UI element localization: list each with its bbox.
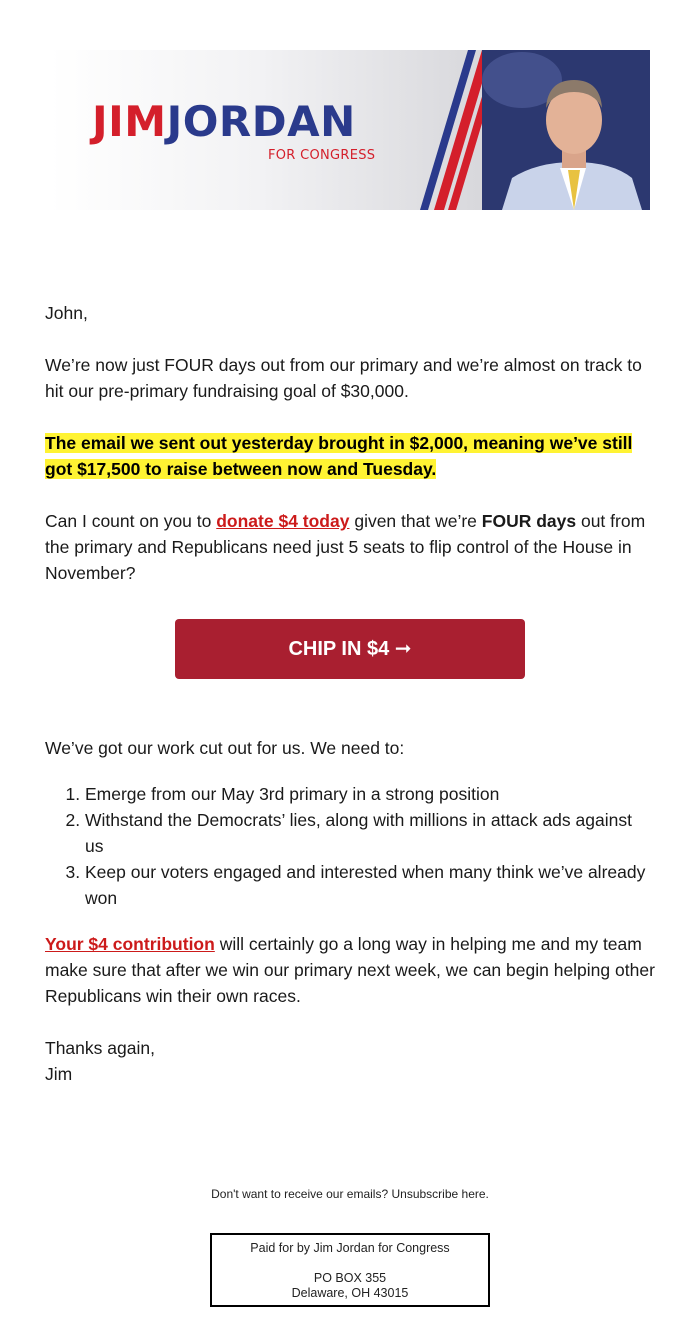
contribution-text: will certainly go a long way in helping me and my team make sure that after we win our primary next week, we can begin helping other Republicans win their own races. bbox=[45, 934, 655, 1006]
address-line-2: Delaware, OH 43015 bbox=[291, 1286, 409, 1300]
task-list bbox=[45, 781, 655, 911]
ask-text-mid: given that we’re bbox=[349, 511, 482, 531]
signoff-name: Jim bbox=[45, 1064, 73, 1084]
paragraph-contribution bbox=[45, 931, 655, 1009]
logo-subtitle: FOR CONGRESS bbox=[268, 148, 376, 163]
header-banner bbox=[50, 50, 650, 210]
paragraph-intro: We’re now just FOUR days out from our primary and we’re almost on track to hit our pre-primary fundraising goal of $30,000. bbox=[45, 355, 642, 401]
campaign-logo bbox=[92, 97, 376, 163]
email-body bbox=[45, 300, 655, 586]
paragraph-ask bbox=[45, 508, 655, 586]
contribution-link[interactable]: Your $4 contribution bbox=[45, 934, 215, 954]
logo-last-name: JORDAN bbox=[166, 97, 356, 146]
chip-in-button[interactable]: CHIP IN $4 ➞ bbox=[175, 619, 525, 679]
paragraph-work: We’ve got our work cut out for us. We need to: bbox=[45, 738, 405, 758]
highlight-paragraph bbox=[45, 430, 655, 482]
paid-for-line: Paid for by Jim Jordan for Congress bbox=[250, 1241, 450, 1255]
list-item: 2. Withstand the Democrats’ lies, along with millions in attack ads against us bbox=[85, 807, 655, 859]
unsubscribe-link[interactable]: Don't want to receive our emails? Unsubscribe here. bbox=[211, 1187, 489, 1201]
candidate-photo-icon bbox=[482, 50, 650, 210]
ask-text-end: out from the primary and Republicans need just 5 seats to flip control of the House in November? bbox=[45, 511, 646, 583]
logo-first-name: JIM bbox=[92, 97, 167, 146]
email-body-lower bbox=[45, 735, 655, 1087]
list-item: 1. Emerge from our May 3rd primary in a strong position bbox=[85, 781, 655, 807]
ask-text-start: Can I count on you to bbox=[45, 511, 217, 531]
paid-for-box bbox=[210, 1233, 490, 1307]
logo-name bbox=[92, 98, 356, 146]
address-line-1: PO BOX 355 bbox=[313, 1271, 387, 1285]
greeting: John, bbox=[45, 303, 88, 323]
ask-bold: FOUR days bbox=[481, 511, 577, 531]
candidate-photo bbox=[482, 50, 650, 210]
highlighted-text: The email we sent out yesterday brought in $2,000, meaning we’ve still got $17,500 to raise between now and Tuesday. bbox=[45, 433, 633, 479]
donate-link[interactable]: donate $4 today bbox=[216, 511, 350, 531]
signoff-thanks: Thanks again, bbox=[45, 1038, 155, 1058]
list-item: 3. Keep our voters engaged and interested when many think we’ve already won bbox=[85, 859, 655, 911]
